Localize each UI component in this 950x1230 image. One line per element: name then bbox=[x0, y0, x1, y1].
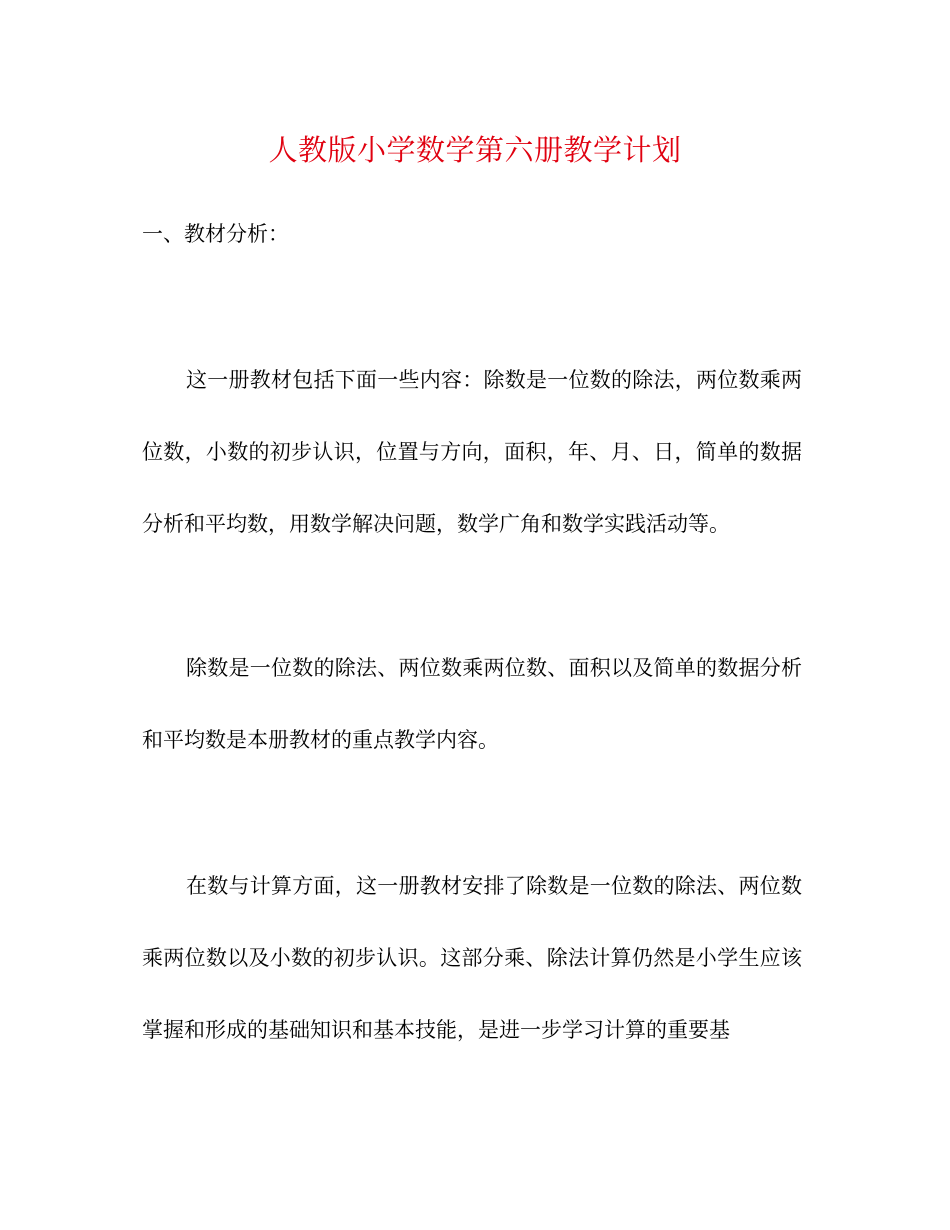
section-heading: 一、教材分析： bbox=[142, 222, 289, 246]
paragraph-content-overview: 这一册教材包括下面一些内容：除数是一位数的除法，两位数乘两位数，小数的初步认识，位置与方向，面积，年、月、日，简单的数据分析和平均数，用数学解决问题，数学广角和数学实践活动等。 bbox=[142, 368, 802, 536]
paragraph-number-calculation: 在数与计算方面，这一册教材安排了除数是一位数的除法、两位数乘两位数以及小数的初步认识。这部分乘、除法计算仍然是小学生应该掌握和形成的基础知识和基本技能，是进一步学习计算的重要基 bbox=[142, 874, 802, 1042]
page-title: 人教版小学数学第六册教学计划 bbox=[268, 133, 682, 167]
paragraph-key-content: 除数是一位数的除法、两位数乘两位数、面积以及简单的数据分析和平均数是本册教材的重点教学内容。 bbox=[142, 656, 802, 752]
